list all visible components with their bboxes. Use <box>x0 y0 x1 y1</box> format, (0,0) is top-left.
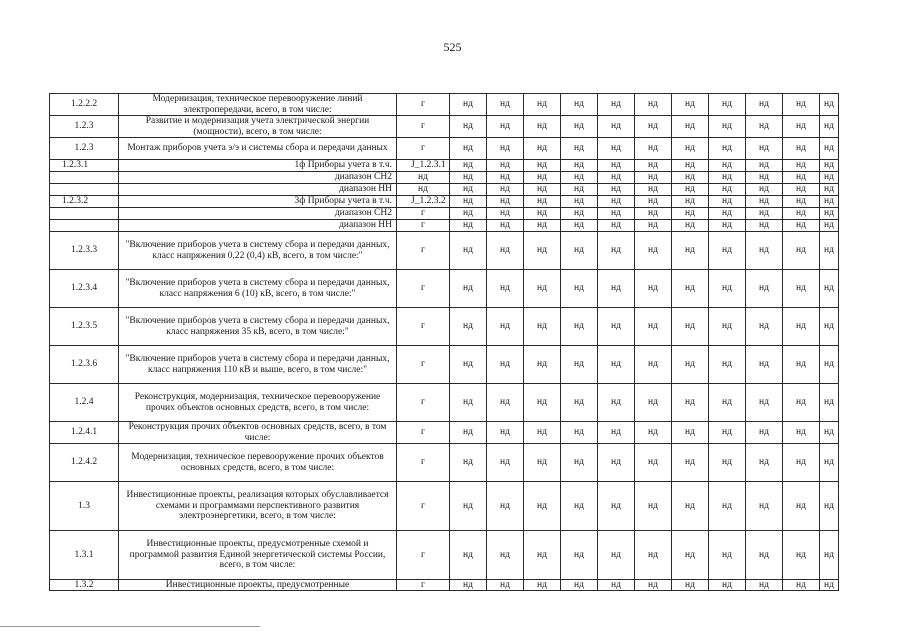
row-value: нд <box>450 422 487 444</box>
row-unit: г <box>397 308 450 346</box>
row-value: нд <box>783 384 820 422</box>
row-value: нд <box>820 346 839 384</box>
row-value: нд <box>635 384 672 422</box>
row-value: нд <box>820 160 839 172</box>
row-description: Монтаж приборов учета э/э и системы сбора и передачи данных <box>119 138 397 160</box>
row-code: 1.3.1 <box>50 531 119 580</box>
row-value: нд <box>598 308 635 346</box>
row-value: нд <box>709 346 746 384</box>
row-value: нд <box>635 531 672 580</box>
row-value: нд <box>524 220 561 232</box>
table-row <box>50 138 839 160</box>
row-value: нд <box>487 346 524 384</box>
row-value: нд <box>635 308 672 346</box>
row-value: нд <box>598 172 635 184</box>
row-value: нд <box>450 172 487 184</box>
row-value: нд <box>598 208 635 220</box>
row-value: нд <box>561 184 598 196</box>
row-value: нд <box>709 308 746 346</box>
row-code: 1.2.3 <box>50 116 119 138</box>
row-value: нд <box>598 580 635 591</box>
row-value: нд <box>598 384 635 422</box>
row-value: нд <box>672 580 709 591</box>
row-value: нд <box>561 384 598 422</box>
row-unit: г <box>397 116 450 138</box>
row-value: нд <box>487 196 524 208</box>
row-value: нд <box>746 580 783 591</box>
table-row <box>50 116 839 138</box>
row-unit: г <box>397 384 450 422</box>
row-value: нд <box>561 232 598 270</box>
row-value: нд <box>561 308 598 346</box>
row-value: нд <box>820 232 839 270</box>
row-value: нд <box>561 116 598 138</box>
row-code: 1.2.4.1 <box>50 422 119 444</box>
row-unit: г <box>397 482 450 531</box>
row-value: нд <box>635 580 672 591</box>
row-value: нд <box>450 138 487 160</box>
row-unit: г <box>397 138 450 160</box>
row-code: 1.2.2.2 <box>50 94 119 116</box>
row-value: нд <box>487 208 524 220</box>
row-value: нд <box>450 184 487 196</box>
row-value: нд <box>598 138 635 160</box>
row-unit: г <box>397 232 450 270</box>
row-value: нд <box>524 308 561 346</box>
row-value: нд <box>672 116 709 138</box>
row-value: нд <box>524 422 561 444</box>
row-value: нд <box>487 160 524 172</box>
row-description: 1ф Приборы учета в т.ч. <box>119 160 397 172</box>
row-value: нд <box>561 531 598 580</box>
table-row <box>50 531 839 580</box>
row-value: нд <box>561 160 598 172</box>
row-value: нд <box>709 270 746 308</box>
row-value: нд <box>524 531 561 580</box>
row-description: Модернизация, техническое перевооружение прочих объектов основных средств, всего, в том числе: <box>119 444 397 482</box>
row-unit: г <box>397 270 450 308</box>
row-value: нд <box>487 531 524 580</box>
row-value: нд <box>783 580 820 591</box>
row-value: нд <box>635 444 672 482</box>
row-value: нд <box>635 184 672 196</box>
row-code: 1.2.3.2 <box>50 196 119 208</box>
row-value: нд <box>709 220 746 232</box>
row-value: нд <box>561 422 598 444</box>
row-value: нд <box>598 116 635 138</box>
row-value: нд <box>635 196 672 208</box>
row-value: нд <box>524 196 561 208</box>
row-value: нд <box>598 220 635 232</box>
row-value: нд <box>709 160 746 172</box>
row-value: нд <box>524 208 561 220</box>
row-value: нд <box>635 232 672 270</box>
row-value: нд <box>598 232 635 270</box>
row-value: нд <box>783 116 820 138</box>
row-value: нд <box>450 384 487 422</box>
row-value: нд <box>450 308 487 346</box>
row-code <box>50 208 119 220</box>
row-value: нд <box>524 160 561 172</box>
row-code <box>50 172 119 184</box>
row-value: нд <box>524 138 561 160</box>
row-value: нд <box>672 208 709 220</box>
row-value: нд <box>783 172 820 184</box>
row-value: нд <box>820 138 839 160</box>
row-value: нд <box>598 346 635 384</box>
row-unit: г <box>397 346 450 384</box>
table-row <box>50 172 839 184</box>
row-value: нд <box>709 531 746 580</box>
row-value: нд <box>820 196 839 208</box>
row-value: нд <box>709 444 746 482</box>
row-value: нд <box>524 444 561 482</box>
row-code: 1.2.3 <box>50 138 119 160</box>
row-value: нд <box>746 138 783 160</box>
row-value: нд <box>746 422 783 444</box>
row-description: "Включение приборов учета в систему сбора и передачи данных, класс напряжения 35 кВ, всего, в том числе:" <box>119 308 397 346</box>
row-value: нд <box>598 184 635 196</box>
row-value: нд <box>672 384 709 422</box>
row-unit: г <box>397 580 450 591</box>
row-value: нд <box>709 422 746 444</box>
row-value: нд <box>487 482 524 531</box>
row-value: нд <box>450 116 487 138</box>
row-description: Модернизация, техническое перевооружение линий электропередачи, всего, в том числе: <box>119 94 397 116</box>
row-value: нд <box>635 94 672 116</box>
row-value: нд <box>746 308 783 346</box>
row-code: 1.2.4.2 <box>50 444 119 482</box>
row-value: нд <box>487 270 524 308</box>
row-value: нд <box>524 346 561 384</box>
row-code: 1.3.2 <box>50 580 119 591</box>
row-value: нд <box>524 482 561 531</box>
row-value: нд <box>672 270 709 308</box>
table-body <box>50 94 839 591</box>
row-value: нд <box>672 346 709 384</box>
row-value: нд <box>524 580 561 591</box>
investment-table <box>49 93 839 591</box>
row-value: нд <box>635 346 672 384</box>
row-value: нд <box>672 184 709 196</box>
row-code: 1.2.3.4 <box>50 270 119 308</box>
row-value: нд <box>487 422 524 444</box>
row-value: нд <box>820 94 839 116</box>
row-code: 1.3 <box>50 482 119 531</box>
row-value: нд <box>746 116 783 138</box>
row-code <box>50 220 119 232</box>
row-code: 1.2.3.1 <box>50 160 119 172</box>
row-value: нд <box>783 138 820 160</box>
row-description: Инвестиционные проекты, предусмотренные <box>119 580 397 591</box>
row-value: нд <box>672 160 709 172</box>
row-value: нд <box>709 116 746 138</box>
row-unit: г <box>397 531 450 580</box>
row-value: нд <box>487 384 524 422</box>
row-value: нд <box>709 184 746 196</box>
row-value: нд <box>709 208 746 220</box>
row-value: нд <box>672 531 709 580</box>
row-value: нд <box>487 172 524 184</box>
row-value: нд <box>450 580 487 591</box>
row-value: нд <box>598 482 635 531</box>
row-value: нд <box>598 160 635 172</box>
row-value: нд <box>561 172 598 184</box>
row-value: нд <box>746 196 783 208</box>
row-value: нд <box>820 422 839 444</box>
row-value: нд <box>561 444 598 482</box>
row-value: нд <box>672 308 709 346</box>
row-value: нд <box>561 208 598 220</box>
row-value: нд <box>672 196 709 208</box>
row-value: нд <box>820 482 839 531</box>
row-value: нд <box>450 270 487 308</box>
row-value: нд <box>450 531 487 580</box>
row-value: нд <box>672 138 709 160</box>
row-value: нд <box>820 531 839 580</box>
row-value: нд <box>450 346 487 384</box>
row-value: нд <box>487 308 524 346</box>
row-description: "Включение приборов учета в систему сбора и передачи данных, класс напряжения 0,22 (0,4) кВ, всего, в том числе:" <box>119 232 397 270</box>
table-row <box>50 208 839 220</box>
row-value: нд <box>487 580 524 591</box>
row-value: нд <box>709 580 746 591</box>
row-value: нд <box>709 138 746 160</box>
row-value: нд <box>709 94 746 116</box>
row-unit: г <box>397 444 450 482</box>
row-value: нд <box>783 220 820 232</box>
row-value: нд <box>635 138 672 160</box>
row-unit: г <box>397 220 450 232</box>
row-value: нд <box>450 444 487 482</box>
row-value: нд <box>746 220 783 232</box>
row-value: нд <box>672 232 709 270</box>
row-code <box>50 184 119 196</box>
row-value: нд <box>487 444 524 482</box>
row-value: нд <box>746 482 783 531</box>
row-value: нд <box>635 208 672 220</box>
row-value: нд <box>820 208 839 220</box>
row-value: нд <box>672 220 709 232</box>
table-row <box>50 308 839 346</box>
row-value: нд <box>746 531 783 580</box>
row-value: нд <box>783 308 820 346</box>
row-value: нд <box>487 220 524 232</box>
row-value: нд <box>450 482 487 531</box>
row-description: "Включение приборов учета в систему сбора и передачи данных, класс напряжения 110 кВ и выше, всего, в том числе:" <box>119 346 397 384</box>
row-value: нд <box>450 160 487 172</box>
row-value: нд <box>672 422 709 444</box>
row-unit: нд <box>397 172 450 184</box>
row-value: нд <box>746 160 783 172</box>
row-value: нд <box>524 172 561 184</box>
row-description: Инвестиционные проекты, реализация которых обуславливается схемами и программами перспективного развития электроэнергетики, всего, в том числе: <box>119 482 397 531</box>
row-value: нд <box>746 384 783 422</box>
row-value: нд <box>561 482 598 531</box>
row-value: нд <box>561 94 598 116</box>
row-value: нд <box>450 208 487 220</box>
row-value: нд <box>524 184 561 196</box>
row-value: нд <box>820 444 839 482</box>
row-value: нд <box>783 208 820 220</box>
table-row <box>50 444 839 482</box>
row-value: нд <box>487 94 524 116</box>
row-value: нд <box>487 138 524 160</box>
table-row <box>50 580 839 591</box>
row-value: нд <box>598 444 635 482</box>
row-value: нд <box>487 116 524 138</box>
row-description: диапазон СН2 <box>119 208 397 220</box>
row-value: нд <box>561 196 598 208</box>
table-row <box>50 270 839 308</box>
row-unit: г <box>397 422 450 444</box>
row-value: нд <box>783 160 820 172</box>
row-value: нд <box>783 196 820 208</box>
row-description: 3ф Приборы учета в т.ч. <box>119 196 397 208</box>
row-code: 1.2.3.5 <box>50 308 119 346</box>
row-value: нд <box>746 94 783 116</box>
row-value: нд <box>524 232 561 270</box>
row-value: нд <box>783 482 820 531</box>
row-value: нд <box>561 138 598 160</box>
table-row <box>50 232 839 270</box>
table-row <box>50 184 839 196</box>
row-value: нд <box>746 208 783 220</box>
row-value: нд <box>598 94 635 116</box>
row-value: нд <box>450 232 487 270</box>
row-value: нд <box>709 232 746 270</box>
row-value: нд <box>598 422 635 444</box>
table-row <box>50 346 839 384</box>
row-value: нд <box>783 531 820 580</box>
row-description: Развитие и модернизация учета электрической энергии (мощности), всего, в том числе: <box>119 116 397 138</box>
row-unit: J_1.2.3.1 <box>397 160 450 172</box>
row-description: диапазон НН <box>119 184 397 196</box>
row-value: нд <box>635 270 672 308</box>
row-value: нд <box>783 422 820 444</box>
row-value: нд <box>709 384 746 422</box>
row-value: нд <box>598 270 635 308</box>
row-value: нд <box>487 232 524 270</box>
row-value: нд <box>746 172 783 184</box>
row-value: нд <box>672 172 709 184</box>
row-value: нд <box>820 308 839 346</box>
footer-rule <box>0 626 260 627</box>
row-value: нд <box>524 94 561 116</box>
row-description: Реконструкция прочих объектов основных средств, всего, в том числе: <box>119 422 397 444</box>
row-value: нд <box>598 531 635 580</box>
row-value: нд <box>635 116 672 138</box>
row-value: нд <box>524 384 561 422</box>
row-value: нд <box>820 384 839 422</box>
row-value: нд <box>820 580 839 591</box>
row-value: нд <box>672 94 709 116</box>
row-value: нд <box>746 444 783 482</box>
row-value: нд <box>746 270 783 308</box>
row-value: нд <box>635 422 672 444</box>
row-value: нд <box>635 220 672 232</box>
table-row <box>50 220 839 232</box>
row-value: нд <box>746 184 783 196</box>
row-value: нд <box>746 232 783 270</box>
row-value: нд <box>561 580 598 591</box>
row-value: нд <box>783 94 820 116</box>
table-row <box>50 160 839 172</box>
row-unit: нд <box>397 184 450 196</box>
row-value: нд <box>635 482 672 531</box>
table-row <box>50 482 839 531</box>
table-row <box>50 384 839 422</box>
row-value: нд <box>783 270 820 308</box>
table-row <box>50 94 839 116</box>
row-description: Инвестиционные проекты, предусмотренные схемой и программой развития Единой энергетической системы России, всего, в том числе: <box>119 531 397 580</box>
row-value: нд <box>450 220 487 232</box>
row-value: нд <box>820 184 839 196</box>
row-value: нд <box>709 196 746 208</box>
row-value: нд <box>820 220 839 232</box>
row-value: нд <box>672 444 709 482</box>
row-value: нд <box>783 184 820 196</box>
row-value: нд <box>746 346 783 384</box>
row-value: нд <box>783 346 820 384</box>
row-value: нд <box>783 232 820 270</box>
row-value: нд <box>672 482 709 531</box>
row-description: диапазон СН2 <box>119 172 397 184</box>
row-value: нд <box>561 346 598 384</box>
row-value: нд <box>524 270 561 308</box>
row-code: 1.2.3.6 <box>50 346 119 384</box>
row-unit: J_1.2.3.2 <box>397 196 450 208</box>
row-value: нд <box>524 116 561 138</box>
row-unit: г <box>397 208 450 220</box>
row-value: нд <box>450 94 487 116</box>
row-code: 1.2.4 <box>50 384 119 422</box>
row-description: Реконструкция, модернизация, техническое перевооружение прочих объектов основных средств, всего, в том числе: <box>119 384 397 422</box>
row-value: нд <box>709 482 746 531</box>
row-value: нд <box>635 160 672 172</box>
row-description: диапазон НН <box>119 220 397 232</box>
row-value: нд <box>561 270 598 308</box>
row-value: нд <box>820 116 839 138</box>
row-value: нд <box>709 172 746 184</box>
row-value: нд <box>598 196 635 208</box>
row-value: нд <box>487 184 524 196</box>
row-value: нд <box>561 220 598 232</box>
row-value: нд <box>635 172 672 184</box>
row-value: нд <box>820 270 839 308</box>
page-number: 525 <box>443 40 462 54</box>
row-value: нд <box>820 172 839 184</box>
table-row <box>50 196 839 208</box>
row-code: 1.2.3.3 <box>50 232 119 270</box>
row-value: нд <box>783 444 820 482</box>
row-unit: г <box>397 94 450 116</box>
row-value: нд <box>450 196 487 208</box>
table-row <box>50 422 839 444</box>
row-description: "Включение приборов учета в систему сбора и передачи данных, класс напряжения 6 (10) кВ, всего, в том числе:" <box>119 270 397 308</box>
